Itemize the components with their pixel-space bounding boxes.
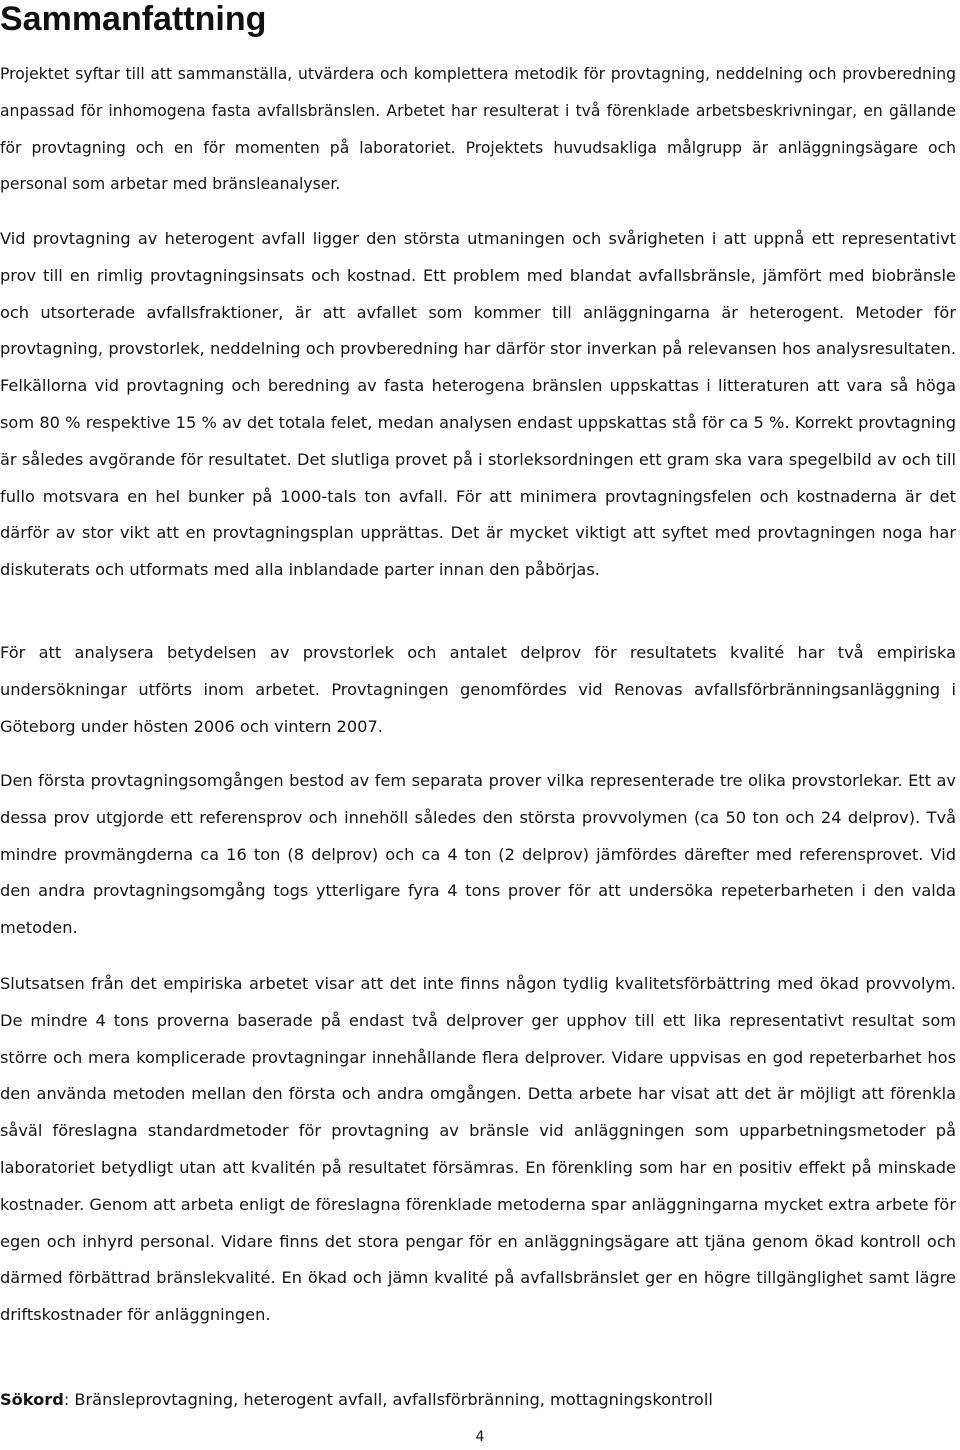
page-number: 4 (475, 1429, 485, 1445)
paragraph-purpose: Projektet syftar till att sammanställa, utvärdera och komplettera metodik för provtagning, neddelning och provberedning anpassad för inhomogena fasta avfallsbränslen. Arbetet har resulterat i två förenklade arbetsbeskrivningar, en gällande för provtagning och en för momenten på laboratoriet. Projektets huvudsakliga målgrupp är anläggningsägare och personal som arbetar med bränsleanalyser. (0, 65, 956, 194)
keywords-label: Sökord (0, 1390, 64, 1409)
paragraph-empirical-studies: För att analysera betydelsen av provstorlek och antalet delprov för resultatets kvalité har två empiriska undersökningar utförts inom arbetet. Provtagningen genomfördes vid Renovas avfallsförbränningsanläggning i Göteborg under hösten 2006 och vintern 2007. (0, 643, 956, 736)
paragraph-conclusions: Slutsatsen från det empiriska arbetet visar att det inte finns någon tydlig kvalitetsförbättring med ökad provvolym. De mindre 4 tons proverna baserade på endast två delprover ger upphov till ett lika representativt resultat som större och mera komplicerade provtagningar innehållande flera delprover. Vidare uppvisas en god repeterbarhet hos den använda metoden mellan den första och andra omgången. Detta arbete har visat att det är möjligt att förenkla såväl föreslagna standardmetoder för provtagning av bränsle vid anläggningen som upparbetningsmetoder på laboratoriet betydligt utan att kvalitén på resultatet försämras. En förenkling som har en positiv effekt på minskade kostnader. Genom att arbeta enligt de föreslagna förenklade metoderna spar anläggningarna mycket extra arbete för egen och inhyrd personal. Vidare finns det stora pengar för en anläggningsägare att tjäna genom ökad kontroll och därmed förbättrad bränslekvalité. En ökad och jämn kvalité på avfallsbränslet ger en högre tillgänglighet samt lägre driftskostnader för anläggningen. (0, 974, 956, 1325)
page-title: Sammanfattning (0, 0, 267, 38)
keywords-text: : Bränsleprovtagning, heterogent avfall, avfallsförbränning, mottagningskontroll (63, 1390, 713, 1409)
keywords-line (0, 1382, 956, 1418)
paragraph-sampling-challenges: Vid provtagning av heterogent avfall ligger den största utmaningen och svårigheten i att uppnå ett representativt prov till en rimlig provtagningsinsats och kostnad. Ett problem med blandat avfallsbränsle, jämfört med biobränsle och utsorterade avfallsfraktioner, är att avfallet som kommer till anläggningarna är heterogent. Metoder för provtagning, provstorlek, neddelning och provberedning har därför stor inverkan på relevansen hos analysresultaten. Felkällorna vid provtagning och beredning av fasta heterogena bränslen uppskattas i litteraturen att vara så höga som 80 % respektive 15 % av det totala felet, medan analysen endast uppskattas stå för ca 5 %. Korrekt provtagning är således avgörande för resultatet. Det slutliga provet på i storleksordningen ett gram ska vara spegelbild av och till fullo motsvara en hel bunker på 1000-tals ton avfall. För att minimera provtagningsfelen och kostnaderna är det därför av stor vikt att en provtagningsplan upprättas. Det är mycket viktigt att syftet med provtagningen noga har diskuterats och utformats med alla inblandade parter innan den påbörjas. (0, 229, 956, 580)
paragraph-first-sampling-round: Den första provtagningsomgången bestod av fem separata prover vilka representerade tre olika provstorlekar. Ett av dessa prov utgjorde ett referensprov och innehöll således den största provvolymen (ca 50 ton och 24 delprov). Två mindre provmängderna ca 16 ton (8 delprov) och ca 4 ton (2 delprov) jämfördes därefter med referensprovet. Vid den andra provtagningsomgång togs ytterligare fyra 4 tons prover för att undersöka repeterbarheten i den valda metoden. (0, 771, 956, 938)
